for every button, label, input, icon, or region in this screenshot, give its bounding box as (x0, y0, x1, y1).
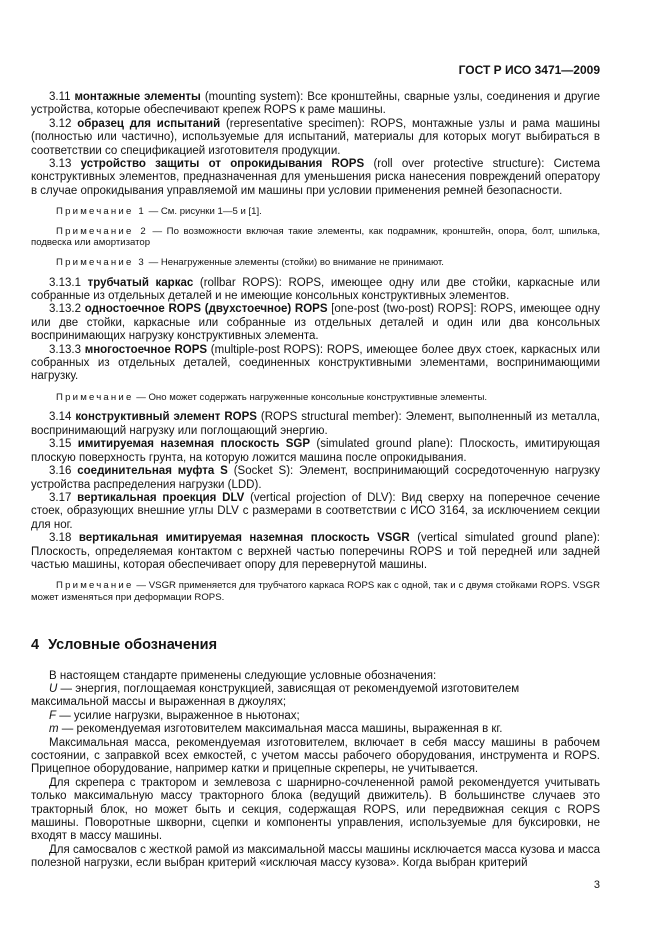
definition-body: (vertical simulated ground plane): Плоскость, определяемая контактом с верхней частью поперечины ROPS и той передней или задней частью машины, которая обеспечивает опору для перевернутой машины. (31, 532, 601, 571)
definition-number: 3.18 (49, 532, 72, 545)
section-number: 4 (31, 636, 40, 653)
note-text: — См. рисунки 1—5 и [1]. (148, 206, 262, 218)
note-label: Примечание (56, 580, 134, 592)
note-text: — Ненагруженные элементы (стойки) во внимание не принимают. (148, 257, 444, 269)
definition-3-16 (31, 465, 600, 492)
section-title: Условные обозначения (48, 636, 218, 653)
symbol-m (31, 723, 600, 736)
symbol-letter: F (49, 709, 57, 722)
paragraph-max-mass: Максимальная масса, рекомендуемая изготовителем, включает в себя массу машины в рабочем состоянии, с заправкой всех емкостей, с учетом массы рабочего оборудования, инструмента и ROPS. Прицепное оборудование, например катки и прицепные скреперы, не учитывается. (31, 736, 600, 776)
symbol-letter: m (49, 723, 59, 736)
note-3 (31, 257, 600, 269)
definition-term: конструктивный элемент ROPS (75, 411, 257, 424)
definition-3-15 (31, 438, 600, 465)
symbol-text: — усилие нагрузки, выраженное в ньютонах; (59, 709, 300, 722)
note-text: — Оно может содержать нагруженные консольные конструктивные элементы. (136, 391, 488, 403)
note-label: Примечание 3 (56, 257, 146, 269)
definition-3-13-3 (31, 344, 600, 384)
definition-3-13-2 (31, 303, 600, 343)
definition-number: 3.15 (49, 438, 72, 451)
page-number: 3 (593, 878, 600, 891)
note-1 (31, 206, 600, 218)
definition-body: (ROPS structural member): Элемент, выполненный из металла, воспринимающий нагрузку или поглощающий энергию. (31, 411, 600, 437)
definition-3-11 (31, 91, 600, 118)
paragraph-dump-truck: Для самосвалов с жесткой рамой из максимальной массы машины исключается масса кузова и масса полезной нагрузки, если выбран критерий «исключая массу кузова». Когда выбран критерий (31, 843, 600, 870)
note-label: Примечание (56, 391, 134, 403)
note-5 (31, 580, 600, 603)
definition-term: вертикальная имитируемая наземная плоскость VSGR (78, 532, 410, 545)
definition-body: (representative specimen): ROPS, монтажные узлы и рама машины (полностью или частично), используемые для испытаний, материалы для которых могут выбираться в соответствии со спецификацией изготовителя продукции. (31, 117, 600, 157)
note-label: Примечание 1 (56, 206, 146, 218)
definition-body: (vertical projection of DLV): Вид сверху на поперечное сечение стоек, образующих внешние углы DLV с размерами в соответствии с ИСО 3164, за исключением секции для ног. (31, 491, 600, 531)
definition-number: 3.12 (49, 117, 72, 130)
definition-number: 3.11 (49, 91, 71, 103)
definition-number: 3.14 (49, 411, 72, 424)
note-2 (31, 226, 600, 249)
definition-body: [one-post (two-post) ROPS]: ROPS, имеющее одну или две стойки, каркасные или собранные из отдельных деталей и один или два консольных воспринимающих нагрузку конструктивных элемента. (31, 303, 600, 343)
definition-term: образец для испытаний (77, 117, 221, 130)
note-text: — По возможности включая такие элементы, как подрамник, кронштейн, опора, болт, шпилька, подвеска или амортизатор (31, 225, 600, 249)
note-text: — VSGR применяется для трубчатого каркаса ROPS как с одной, так и с двумя стойками ROPS. VSGR может изменяться при деформации ROPS. (31, 580, 600, 603)
definition-term: вертикальная проекция DLV (77, 491, 245, 504)
definition-number: 3.13.1 (49, 276, 81, 289)
definition-term: имитируемая наземная плоскость SGP (77, 438, 311, 451)
definition-body: (mounting system): Все кронштейны, сварные узлы, соединения и другие устройства, которые обеспечивают крепеж ROPS к раме машины. (31, 91, 600, 117)
document-header-title: ГОСТ Р ИСО 3471—2009 (458, 63, 600, 77)
definition-3-13-1 (31, 277, 600, 304)
definition-term: соединительная муфта S (77, 465, 228, 478)
symbol-F (31, 710, 600, 723)
note-4 (31, 392, 600, 404)
definition-number: 3.13 (49, 158, 72, 171)
definition-term: устройство защиты от опрокидывания ROPS (80, 158, 365, 171)
definition-3-12 (31, 118, 600, 158)
definition-term: трубчатый каркас (87, 276, 194, 289)
definition-3-18 (31, 532, 600, 572)
definition-number: 3.13.2 (49, 303, 81, 316)
definition-body: (rollbar ROPS): ROPS, имеющее одну или две стойки, каркасные или собранные из отдельных деталей и не имеющие консольных конструктивных элементов. (31, 276, 600, 303)
definition-term: многостоечное ROPS (84, 343, 208, 356)
paragraph-scraper: Для скрепера с трактором и землевоза с шарнирно-сочлененной рамой рекомендуется учитывать только максимальную массу тракторного блока (ведущий движитель). В большинстве случаев это тракторный блок, но может быть и секция, содержащая ROPS, или передвижная секция с ROPS машины. Поворотные шкворни, сцепки и компоненты управления, используемые для буксировки, не входят в массу машины. (31, 776, 600, 843)
definition-body: (simulated ground plane): Плоскость, имитирующая плоскую поверхность грунта, на которую ложится машина после опрокидывания. (31, 438, 600, 464)
note-label: Примечание 2 (56, 225, 148, 237)
definition-body: (roll over protective structure): Система конструктивных элементов, предназначенная для уменьшения риска нанесения повреждений оператору в случае опрокидывания управляемой им машины при условии применения ремней безопасности. (31, 158, 600, 197)
symbol-text: — энергия, поглощаемая конструкцией, зависящая от рекомендуемой изготовителем максимальной массы и выраженная в джоулях; (31, 682, 520, 709)
definition-number: 3.13.3 (49, 343, 81, 356)
definition-number: 3.16 (49, 465, 72, 478)
definition-3-14 (31, 411, 600, 438)
section-4-heading (31, 637, 600, 654)
definition-term: монтажные элементы (74, 91, 201, 103)
symbol-letter: U (49, 682, 58, 695)
symbol-text: — рекомендуемая изготовителем максимальная масса машины, выраженная в кг. (61, 723, 503, 736)
definition-3-17 (31, 492, 600, 532)
definition-term: одностоечное ROPS (двухстоечное) ROPS (84, 303, 328, 316)
definition-body: (Socket S): Элемент, воспринимающий сосредоточенную нагрузку устройства распределения нагрузки (LDD). (31, 465, 600, 491)
section-4-intro: В настоящем стандарте применены следующие условные обозначения: (49, 669, 437, 682)
symbol-U (31, 683, 600, 710)
definition-3-13 (31, 158, 600, 198)
definition-body: (multiple-post ROPS): ROPS, имеющее более двух стоек, каркасных или собранных из отдельных деталей, соединенных конструктивными элементами, воспринимающими нагрузку. (31, 343, 601, 383)
definition-number: 3.17 (49, 491, 72, 504)
